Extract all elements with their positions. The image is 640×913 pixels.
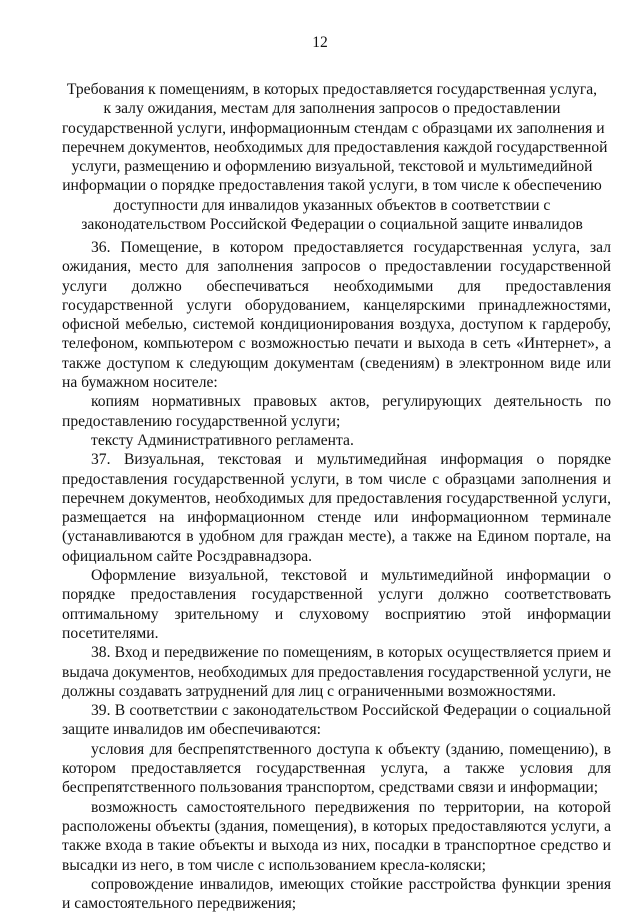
page-number: 12 [312,34,328,51]
paragraph-39-item-escort: сопровождение инвалидов, имеющих стойкие расстройства функции зрения и самостоятельного передвижения; [62,875,611,913]
paragraph-36: 36. Помещение, в котором предоставляется государственная услуга, зал ожидания, место для заполнения запросов о предоставлении государственной услуги должно обеспечиваться необходимыми для предоставления государственной услуги оборудованием, канцелярскими принадлежностями, офисной мебелью, системой кондиционирования воздуха, доступом к гардеробу, телефоном, компьютером с возможностью печати и выхода в сеть «Интернет», а также доступом к следующим документам (сведениям) в электронном виде или на бумажном носителе: [62,239,611,392]
heading-line: государственной услуги, информационным стендам с образцами их заполнения и [62,119,605,137]
paragraph-37: 37. Визуальная, текстовая и мультимедийная информация о порядке предоставления государственной услуги, в том числе с образцами заполнения и перечнем документов, необходимых для предоставления государственной услуги, размещается на информационном стенде или информационном терминале (устанавливаются в удобном для граждан месте), а также на Едином портале, на официальном сайте Росздравнадзора. [62,451,611,565]
heading-line: перечнем документов, необходимых для предоставления каждой государственной [62,138,608,156]
paragraph-39: 39. В соответствии с законодательством Российской Федерации о социальной защите инвалидов им обеспечиваются: [62,702,611,739]
document-body [62,238,611,913]
paragraph-36-item-copies: копиям нормативных правовых актов, регулирующих деятельность по предоставлению государственной услуги; [62,393,611,430]
heading-line: Требования к помещениям, в которых предоставляется государственная услуга, [66,81,598,98]
section-heading [62,80,608,234]
paragraph-36-item-regulation-text: тексту Административного регламента. [91,431,354,449]
heading-line: законодательством Российской Федерации о социальной защите инвалидов [81,216,583,234]
paragraph-38: 38. Вход и передвижение по помещениям, в которых осуществляется прием и выдача документов, необходимых для предоставления государственной услуги, не должны создавать затруднений для лиц с ограниченными возможностями. [62,644,611,700]
heading-line: информации о порядке предоставления такой услуги, в том числе к обеспечению [62,177,602,195]
paragraph-39-item-movement: возможность самостоятельного передвижения по территории, на которой расположены объекты (здания, помещения), в которых предоставляются услуги, а также входа в такие объекты и выхода из них, посадки в транспортное средство и высадки из него, в том числе с использованием кресла-коляски; [62,798,611,874]
heading-line: доступности для инвалидов указанных объектов в соответствии с [113,196,551,214]
heading-line: услуги, размещению и оформлению визуальной, текстовой и мультимедийной [71,158,593,176]
heading-line: к залу ожидания, местам для заполнения запросов о предоставлении [103,100,561,118]
paragraph-39-item-access: условия для беспрепятственного доступа к объекту (зданию, помещению), в котором предоставляется государственная услуга, а также условия для беспрепятственного пользования транспортом, средствами связи и информации; [62,740,611,797]
paragraph-37-design: Оформление визуальной, текстовой и мультимедийной информации о порядке предоставления государственной услуги должно соответствовать оптимальному зрительному и слуховому восприятию этой информации посетителями. [62,567,611,642]
